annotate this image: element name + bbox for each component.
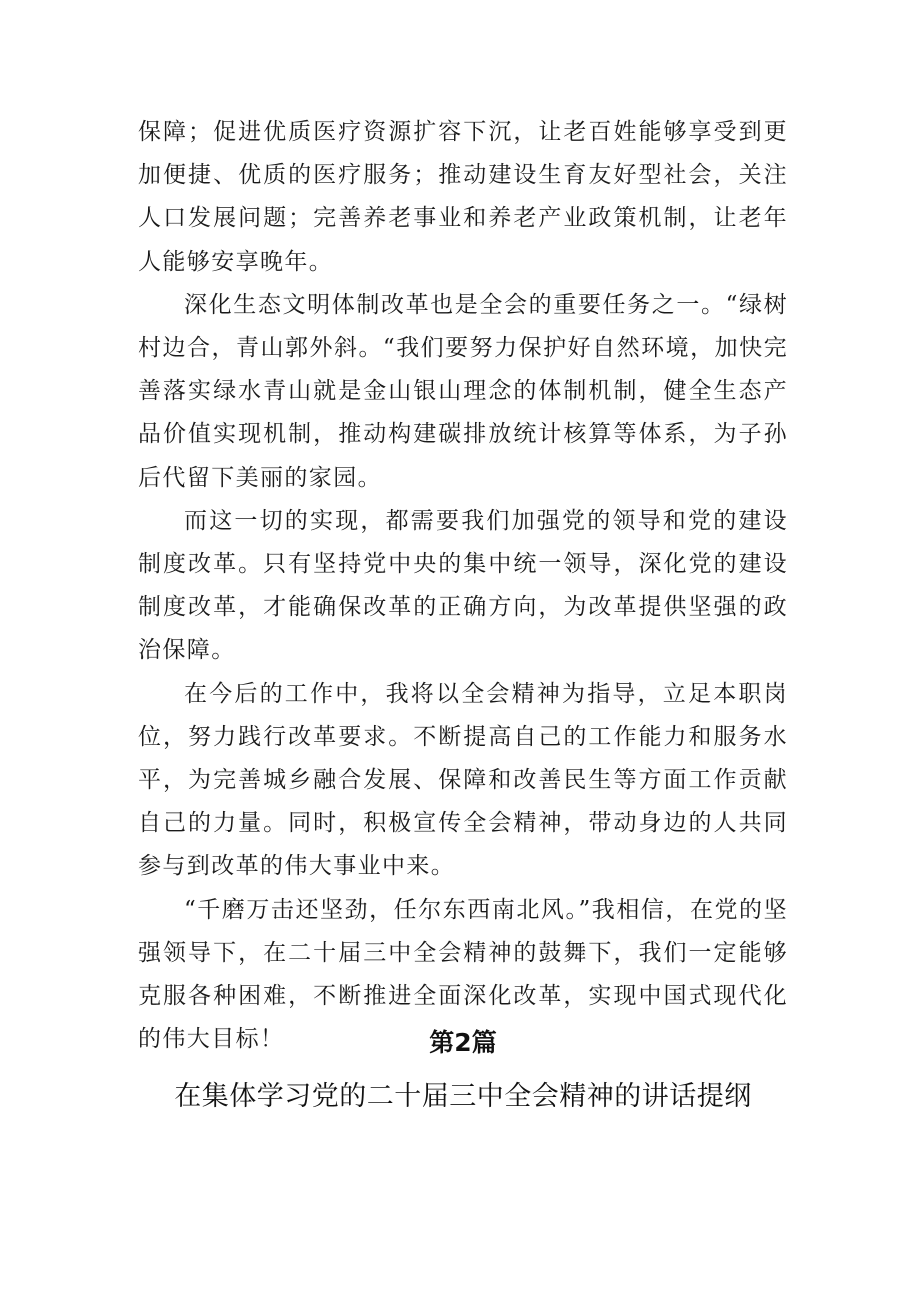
article-body	[138, 111, 788, 1061]
paragraph: 而这一切的实现，都需要我们加强党的领导和党的建设制度改革。只有坚持党中央的集中统一领导，深化党的建设制度改革，才能确保改革的正确方向，为改革提供坚强的政治保障。	[138, 507, 788, 664]
paragraph: 深化生态文明体制改革也是全会的重要任务之一。“绿树村边合，青山郭外斜。“我们要努力保护好自然环境，加快完善落实绿水青山就是金山银山理念的体制机制，健全生态产品价值实现机制，推动构建碳排放统计核算等体系，为子孙后代留下美丽的家园。	[138, 291, 788, 491]
paragraph-continued: 保障；促进优质医疗资源扩容下沉，让老百姓能够享受到更加便捷、优质的医疗服务；推动建设生育友好型社会，关注人口发展问题；完善养老事业和养老产业政策机制，让老年人能够安享晚年。	[138, 119, 788, 275]
paragraph: “千磨万击还坚劲，任尔东西南北风。”我相信，在党的坚强领导下，在二十届三中全会精神的鼓舞下，我们一定能够克服各种困难，不断推进全面深化改革，实现中国式现代化的伟大目标！	[138, 896, 788, 1053]
chapter-label: 第2篇	[429, 1028, 497, 1057]
paragraph: 在今后的工作中，我将以全会精神为指导，立足本职岗位，努力践行改革要求。不断提高自己的工作能力和服务水平，为完善城乡融合发展、保障和改善民生等方面工作贡献自己的力量。同时，积极宣传全会精神，带动身边的人共同参与到改革的伟大事业中来。	[138, 680, 788, 880]
chapter-title: 在集体学习党的二十届三中全会精神的讲话提纲	[174, 1081, 752, 1112]
